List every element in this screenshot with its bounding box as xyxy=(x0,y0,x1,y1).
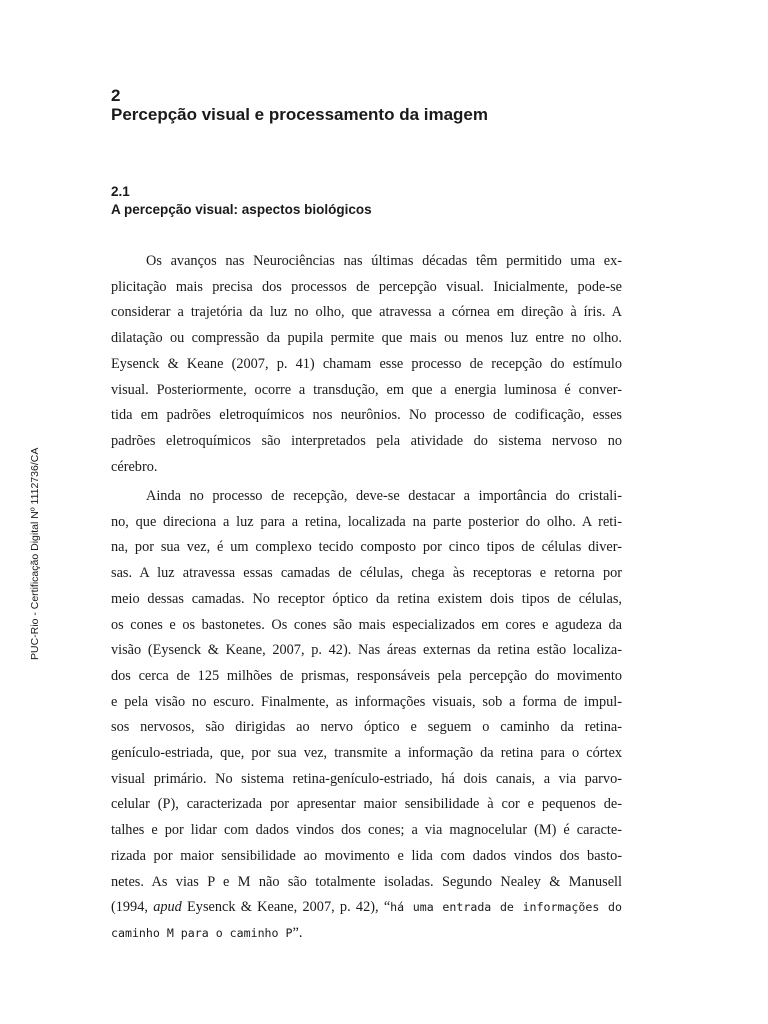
paragraph-line: considerar a trajetória da luz no olho, que atravessa a córnea em direção à íris. A xyxy=(111,304,622,321)
paragraph-line-citation xyxy=(111,895,622,921)
section-title: A percepção visual: aspectos biológicos xyxy=(111,202,372,217)
paragraph-line: visual primário. No sistema retina-genículo-estriado, há dois canais, a via parvo- xyxy=(111,770,622,787)
paragraph-line: os cones e os bastonetes. Os cones são mais especializados em cores e agudeza da xyxy=(111,616,622,633)
quote-close: ”. xyxy=(292,924,303,941)
paragraph-2 xyxy=(111,484,622,947)
paragraph-line: netes. As vias P e M não são totalmente isoladas. Segundo Nealey & Manusell xyxy=(111,873,622,890)
citation-source: Eysenck & Keane, 2007, p. 42), “ xyxy=(181,899,391,916)
paragraph-line: Ainda no processo de recepção, deve-se destacar a importância do cristali- xyxy=(146,488,622,504)
paragraph-line: rizada por maior sensibilidade ao movimento e lida com dados vindos dos basto- xyxy=(111,847,622,864)
paragraph-line-quote-end xyxy=(111,921,622,947)
citation-apud: apud xyxy=(153,899,182,916)
paragraph-line: visual. Posteriormente, ocorre a transdução, em que a energia luminosa é conver- xyxy=(111,381,622,398)
chapter-title: Percepção visual e processamento da imagem xyxy=(111,105,489,124)
citation-year: (1994, xyxy=(111,899,154,916)
certification-side-note: PUC-Rio - Certificação Digital Nº 1112736/CA xyxy=(29,447,41,660)
quote-text: há uma entrada de informações do xyxy=(390,900,622,915)
paragraph-1 xyxy=(111,249,622,480)
paragraph-line: dos cerca de 125 milhões de prismas, responsáveis pela percepção do movimento xyxy=(111,667,622,684)
quote-text-end: caminho M para o caminho P xyxy=(111,925,293,940)
paragraph-line: dilatação ou compressão da pupila permite que mais ou menos luz entre no olho. xyxy=(111,330,622,347)
paragraph-line: genículo-estriada, que, por sua vez, transmite a informação da retina para o córtex xyxy=(111,745,622,762)
paragraph-line: talhes e por lidar com dados vindos dos cones; a via magnocelular (M) é caracte- xyxy=(111,822,622,839)
chapter-number: 2 xyxy=(111,86,121,105)
paragraph-line: na, por sua vez, é um complexo tecido composto por cinco tipos de células diver- xyxy=(111,539,622,556)
paragraph-line: meio dessas camadas. No receptor óptico da retina existem dois tipos de células, xyxy=(111,590,622,607)
paragraph-line: no, que direciona a luz para a retina, localizada na parte posterior do olho. A reti- xyxy=(111,513,622,530)
paragraph-line: padrões eletroquímicos são interpretados pela atividade do sistema nervoso no xyxy=(111,432,622,449)
section-number: 2.1 xyxy=(111,184,130,199)
paragraph-line: cérebro. xyxy=(111,458,158,475)
paragraph-line: e pela visão no escuro. Finalmente, as informações visuais, sob a forma de impul- xyxy=(111,693,622,710)
paragraph-line: tida em padrões eletroquímicos nos neurônios. No processo de codificação, esses xyxy=(111,407,622,424)
paragraph-line: celular (P), caracterizada por apresentar maior sensibilidade à cor e pequenos de- xyxy=(111,796,622,813)
paragraph-line: Eysenck & Keane (2007, p. 41) chamam esse processo de recepção do estímulo xyxy=(111,355,622,372)
paragraph-line: visão (Eysenck & Keane, 2007, p. 42). Nas áreas externas da retina estão localiza- xyxy=(111,642,622,659)
paragraph-line: sas. A luz atravessa essas camadas de células, chega às receptoras e retorna por xyxy=(111,565,622,582)
paragraph-line: sos nervosos, são dirigidas ao nervo óptico e seguem o caminho da retina- xyxy=(111,719,622,736)
paragraph-line: Os avanços nas Neurociências nas últimas décadas têm permitido uma ex- xyxy=(146,253,622,269)
paragraph-line: plicitação mais precisa dos processos de percepção visual. Inicialmente, pode-se xyxy=(111,278,622,295)
